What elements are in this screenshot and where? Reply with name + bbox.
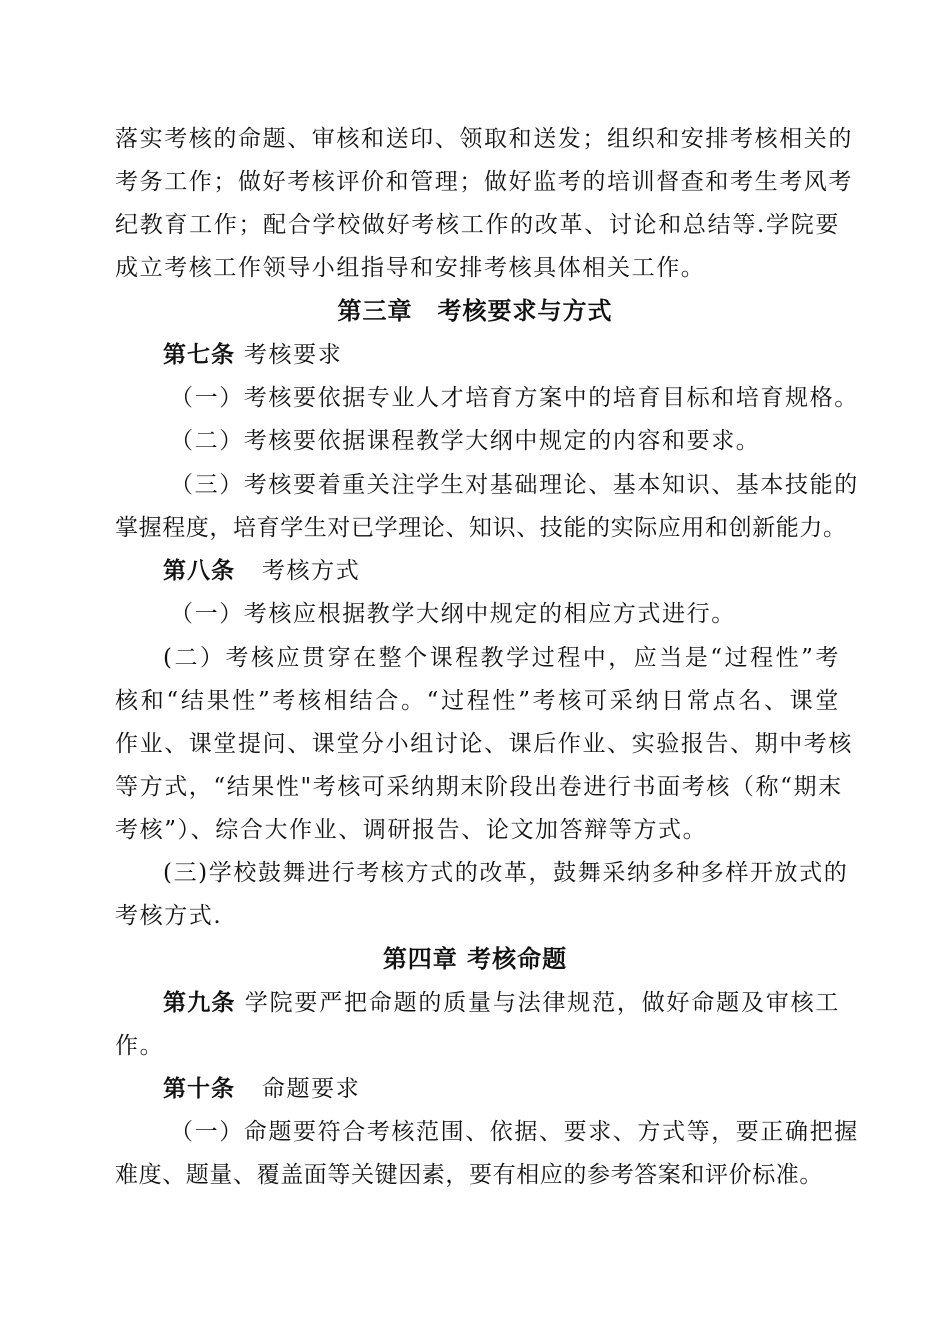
chapter-heading: 第四章 考核命题 xyxy=(382,945,568,973)
paragraph-line: 考务工作；做好考核评价和管理；做好监考的培训督查和考生考风考 xyxy=(115,169,853,195)
clause-line: 难度、题量、覆盖面等关键因素，要有相应的参考答案和评价标准。 xyxy=(115,1162,823,1188)
clause-line: 掌握程度，培育学生对已学理论、知识、技能的实际应用和创新能力。 xyxy=(115,515,847,541)
article-title: 考核要求 xyxy=(243,342,343,368)
paragraph-line: 成立考核工作领导小组指导和安排考核具体相关工作。 xyxy=(115,255,706,281)
article-heading xyxy=(163,556,840,586)
clause-line: 核和“结果性”考核相结合。“过程性”考核可采纳日常点名、课堂 xyxy=(115,688,840,714)
article-text: 学院要严把命题的质量与法律规范，做好命题及审核工 xyxy=(244,990,840,1016)
article-title: 命题要求 xyxy=(261,1076,361,1102)
article-label: 第九条 xyxy=(163,990,236,1016)
article-label: 第十条 xyxy=(163,1076,235,1102)
article-line: 作。 xyxy=(115,1033,165,1059)
article-heading xyxy=(163,340,840,370)
article-line xyxy=(163,988,840,1018)
article-heading xyxy=(163,1074,840,1104)
clause-line: 等方式，“结果性"考核可采纳期末阶段出卷进行书面考核（称“期末 xyxy=(115,774,843,800)
paragraph-line: 纪教育工作；配合学校做好考核工作的改革、讨论和总结等.学院要 xyxy=(115,212,840,238)
paragraph-line: 落实考核的命题、审核和送印、领取和送发；组织和安排考核相关的 xyxy=(115,126,853,152)
chapter-heading: 第三章 考核要求与方式 xyxy=(337,297,613,325)
article-label: 第七条 xyxy=(163,342,235,368)
clause-line: 考核”）、综合大作业、调研报告、论文加答辩等方式。 xyxy=(115,817,708,843)
clause-line: 作业、课堂提问、课堂分小组讨论、课后作业、实验报告、期中考核 xyxy=(115,731,853,757)
clause-line: （一）考核要依据专业人才培育方案中的培育目标和培育规格。 xyxy=(170,385,859,411)
clause-line: (二）考核应贯穿在整个课程教学过程中，应当是“过程性”考 xyxy=(163,645,840,671)
clause-line: （二）考核要依据课程教学大纲中规定的内容和要求。 xyxy=(170,428,761,454)
clause-line: (三)学校鼓舞进行考核方式的改革，鼓舞采纳多种多样开放式的 xyxy=(163,860,849,886)
clause-line: （三）考核要着重关注学生对基础理论、基本知识、基本技能的 xyxy=(170,472,859,498)
clause-line: （一）考核应根据教学大纲中规定的相应方式进行。 xyxy=(170,601,736,627)
article-title: 考核方式 xyxy=(261,558,361,584)
article-label: 第八条 xyxy=(163,558,235,584)
clause-line: 考核方式. xyxy=(115,903,223,929)
clause-line: （一）命题要符合考核范围、依据、要求、方式等，要正确把握 xyxy=(170,1119,859,1145)
